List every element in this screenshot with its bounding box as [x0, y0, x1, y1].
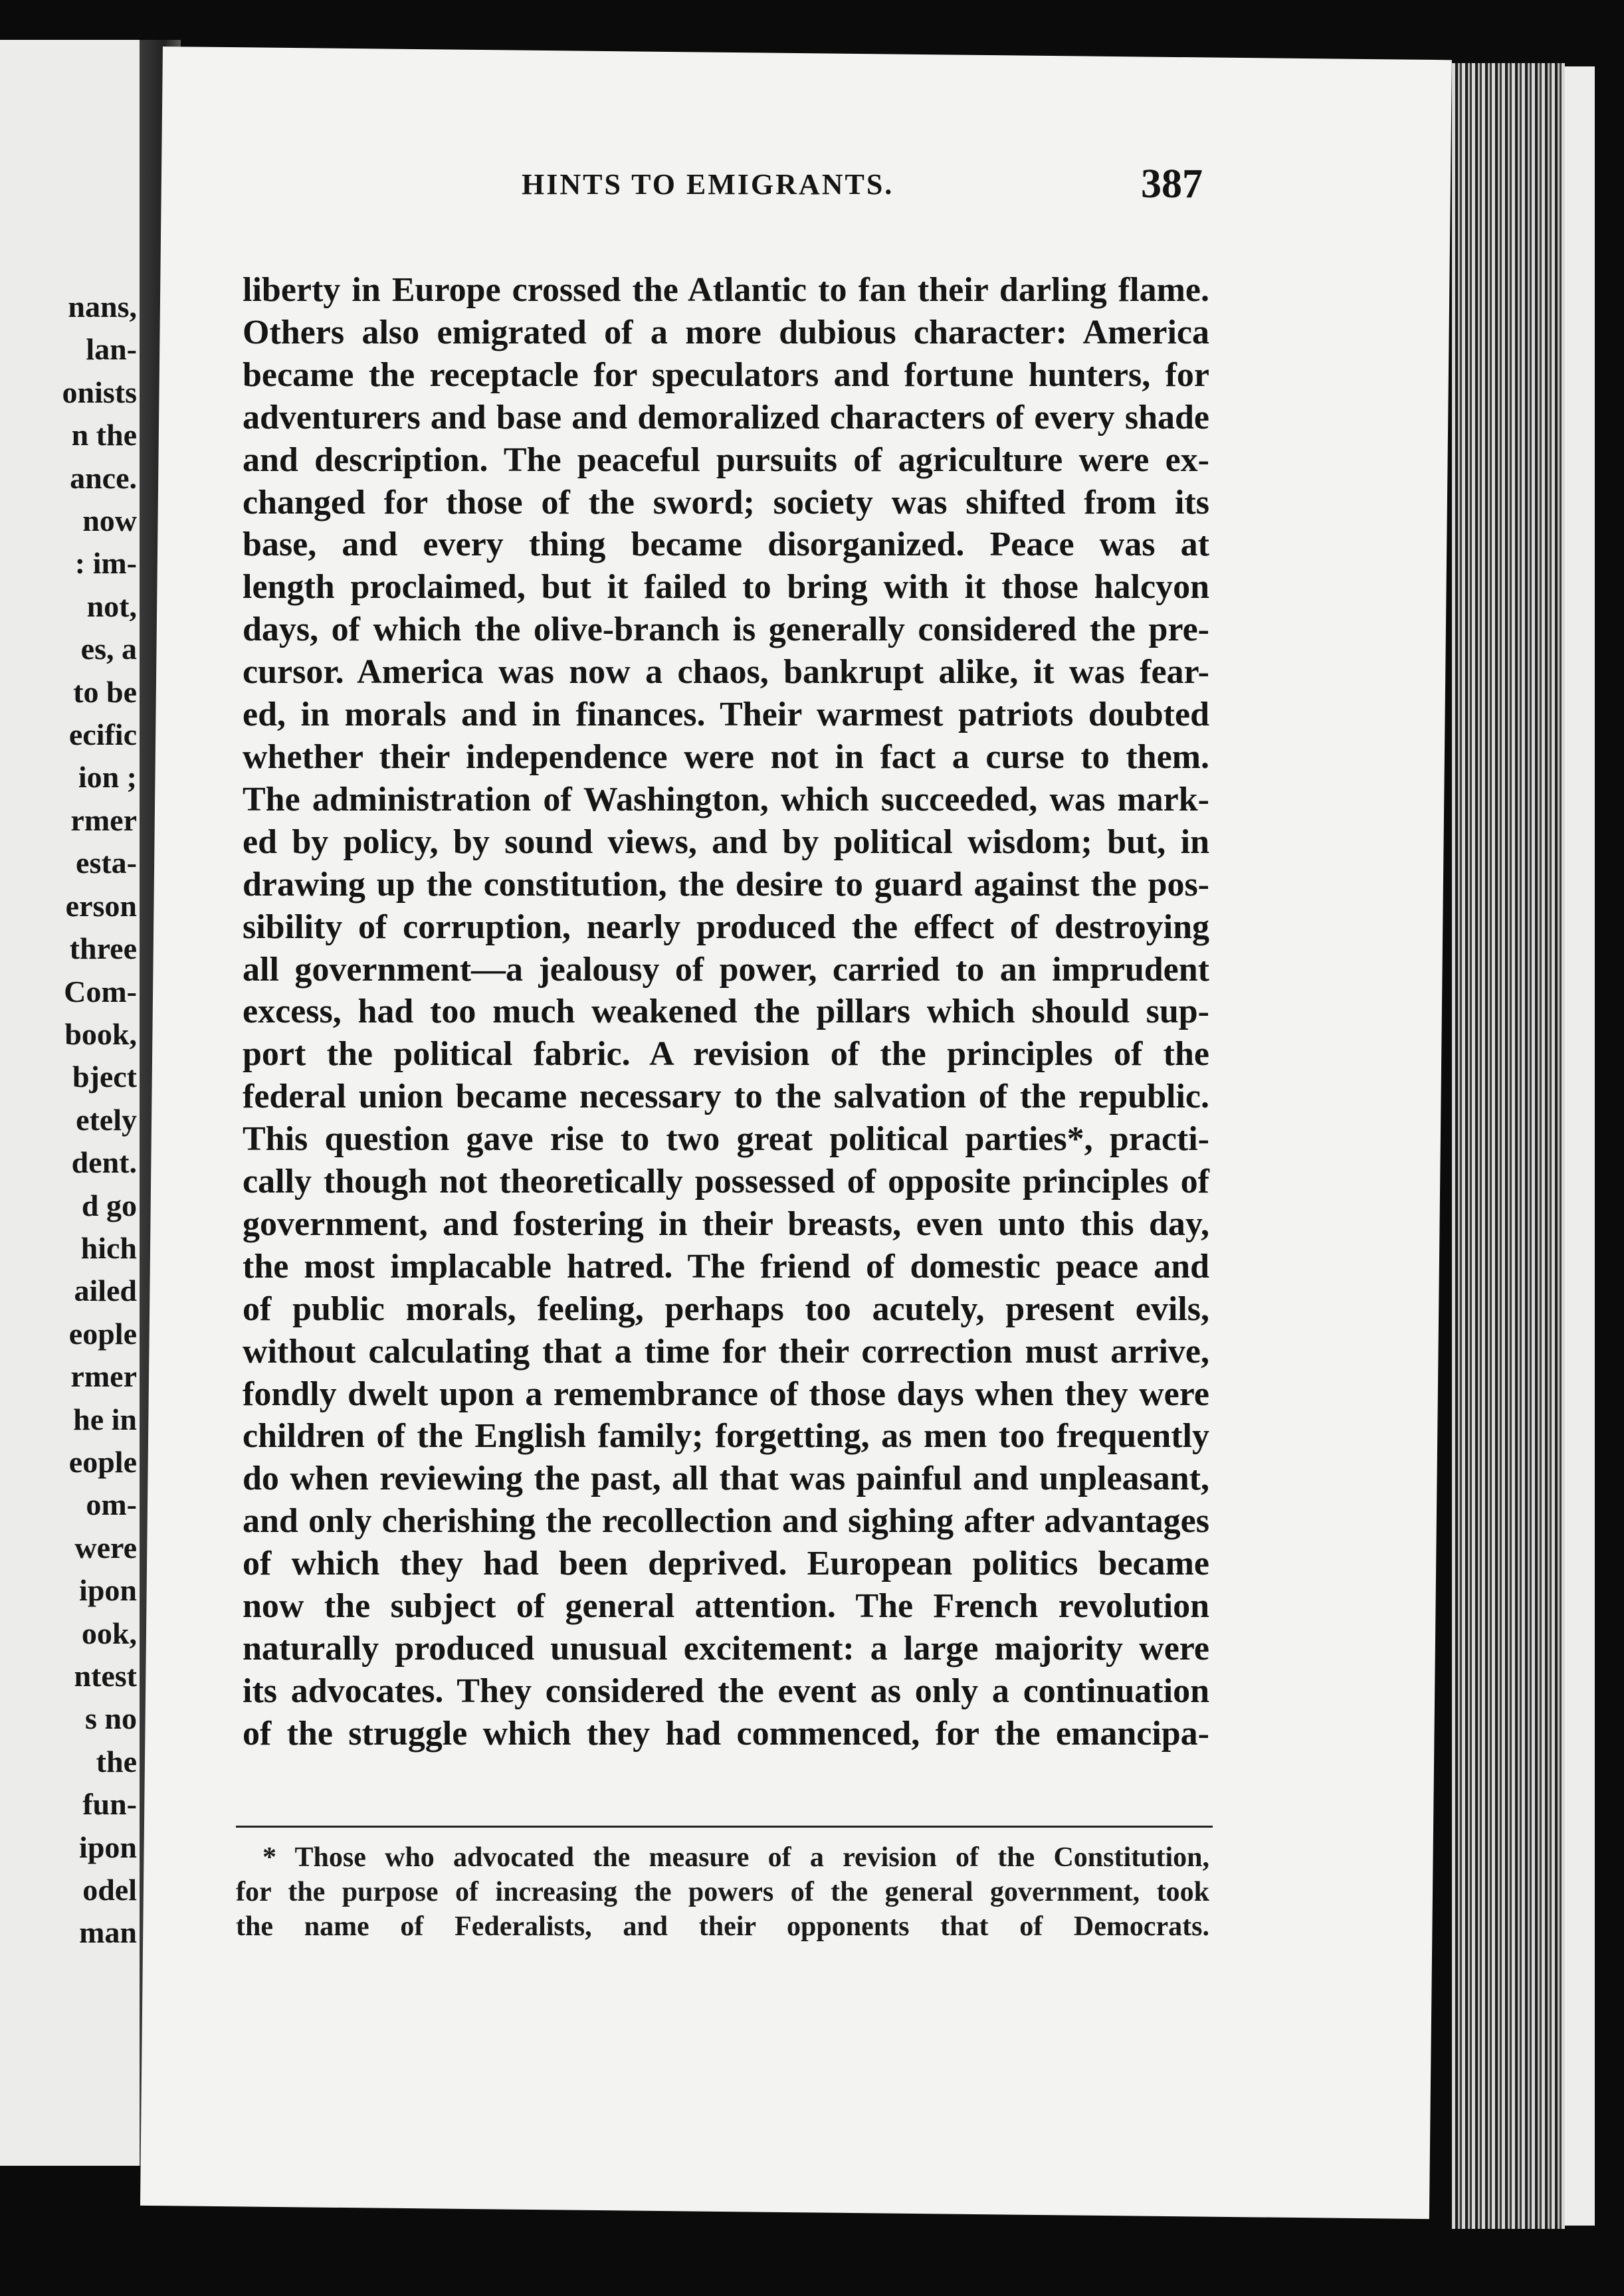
facing-page-line: om- — [86, 1487, 137, 1522]
footnote — [236, 1840, 1209, 1944]
facing-page-line: esta- — [76, 846, 137, 880]
text-line: children of the English family; forgetting, as men too frequently — [243, 1417, 1209, 1456]
page-edge-margin — [1565, 66, 1595, 2226]
text-line: changed for those of the sword; society was shifted from its — [243, 483, 1209, 522]
facing-page-line: rmer — [70, 803, 137, 837]
text-line: the most implacable hatred. The friend of domestic peace and — [243, 1247, 1209, 1286]
facing-page-line: man — [79, 1915, 137, 1950]
text-line: The administration of Washington, which succeeded, was mark- — [243, 780, 1209, 818]
footnote-rule — [236, 1826, 1213, 1828]
facing-page-line: to be — [73, 674, 137, 709]
text-line: became the receptacle for speculators and fortune hunters, for — [243, 355, 1209, 394]
text-line: Others also emigrated of a more dubious character: America — [243, 313, 1209, 351]
text-line: cursor. America was now a chaos, bankrupt alike, it was fear- — [243, 653, 1209, 692]
facing-page-text — [62, 286, 137, 1955]
facing-page-line: ion ; — [78, 760, 137, 795]
facing-page-line: were — [74, 1530, 137, 1565]
text-line: ed by policy, by sound views, and by political wisdom; but, in — [243, 822, 1209, 861]
facing-page-line: three — [69, 931, 137, 966]
facing-page-line: the — [96, 1744, 137, 1778]
text-line: excess, had too much weakened the pillars which should sup- — [243, 993, 1209, 1031]
facing-page-line: book, — [64, 1016, 137, 1051]
footnote-line: for the purpose of increasing the powers of the general government, took — [236, 1877, 1209, 1907]
text-line: liberty in Europe crossed the Atlantic to fan their darling flame. — [243, 271, 1209, 309]
facing-page-line: ecific — [68, 718, 137, 752]
text-line: now the subject of general attention. The French revolution — [243, 1587, 1209, 1626]
page-number: 387 — [1141, 161, 1203, 207]
text-line: and description. The peaceful pursuits of agriculture were ex- — [243, 440, 1209, 479]
facing-page-line: ook, — [81, 1616, 137, 1650]
page-header — [355, 161, 1209, 211]
facing-page-line: onists — [62, 375, 137, 409]
text-line: whether their independence were not in fact a curse to them. — [243, 737, 1209, 776]
text-line: cally though not theoretically possessed of opposite principles of — [243, 1163, 1209, 1201]
text-line: sibility of corruption, nearly produced the effect of destroying — [243, 908, 1209, 946]
footnote-line: the name of Federalists, and their opponents that of Democrats. — [236, 1911, 1209, 1942]
facing-page-line: : im- — [74, 546, 137, 581]
footnote-line: * Those who advocated the measure of a revision of the Constitution, — [262, 1842, 1209, 1873]
facing-page-line: bject — [72, 1060, 137, 1094]
text-line: adventurers and base and demoralized characters of every shade — [243, 398, 1209, 436]
text-line: This question gave rise to two great political parties*, practi- — [243, 1120, 1209, 1159]
facing-page-line: he in — [73, 1402, 137, 1436]
facing-page-line: eople — [68, 1444, 137, 1479]
facing-page-line: ipon — [79, 1830, 137, 1864]
facing-page-fragment — [0, 40, 140, 2166]
text-line: do when reviewing the past, all that was painful and unpleasant, — [243, 1460, 1209, 1498]
running-head: HINTS TO EMIGRANTS. — [522, 168, 894, 201]
text-line: its advocates. They considered the event as only a continuation — [243, 1672, 1209, 1710]
text-line: government, and fostering in their breasts, even unto this day, — [243, 1204, 1209, 1243]
facing-page-line: not, — [86, 589, 137, 623]
facing-page-line: etely — [76, 1102, 137, 1137]
text-line: base, and every thing became disorganized. Peace was at — [243, 526, 1209, 564]
text-line: ed, in morals and in finances. Their warmest patriots doubted — [243, 696, 1209, 734]
text-line: port the political fabric. A revision of the principles of the — [243, 1035, 1209, 1074]
text-line: fondly dwelt upon a remembrance of those days when they were — [243, 1375, 1209, 1413]
text-line: of the struggle which they had commenced, for the emancipa- — [243, 1714, 1209, 1753]
text-line: and only cherishing the recollection and sighing after advantages — [243, 1502, 1209, 1541]
text-line: drawing up the constitution, the desire to guard against the pos- — [243, 865, 1209, 904]
facing-page-line: now — [82, 504, 137, 538]
facing-page-line: d go — [81, 1188, 137, 1222]
facing-page-line: hich — [80, 1230, 137, 1265]
facing-page-line: fun- — [82, 1787, 137, 1822]
facing-page-line: eople — [68, 1316, 137, 1351]
body-text — [243, 269, 1209, 1755]
facing-page-line: s no — [85, 1701, 137, 1736]
facing-page-line: dent. — [71, 1145, 137, 1180]
facing-page-line: n the — [71, 418, 137, 452]
facing-page-line: es, a — [80, 632, 137, 666]
text-line: naturally produced unusual excitement: a large majority were — [243, 1630, 1209, 1668]
text-line: without calculating that a time for their correction must arrive, — [243, 1332, 1209, 1371]
text-line: of which they had been deprived. European politics became — [243, 1545, 1209, 1583]
facing-page-line: ntest — [74, 1659, 137, 1693]
facing-page-line: erson — [65, 888, 137, 923]
text-line: days, of which the olive-branch is generally considered the pre- — [243, 611, 1209, 649]
text-line: all government—a jealousy of power, carried to an imprudent — [243, 950, 1209, 989]
facing-page-line: odel — [82, 1873, 137, 1907]
facing-page-line: ailed — [74, 1274, 137, 1308]
facing-page-line: nans, — [68, 290, 137, 324]
text-line: of public morals, feeling, perhaps too acutely, present evils, — [243, 1290, 1209, 1328]
facing-page-line: ipon — [79, 1573, 137, 1608]
facing-page-line: lan- — [86, 332, 137, 367]
facing-page-line: rmer — [70, 1359, 137, 1394]
text-line: length proclaimed, but it failed to bring with it those halcyon — [243, 568, 1209, 607]
facing-page-line: ance. — [70, 460, 137, 495]
text-line: federal union became necessary to the salvation of the republic. — [243, 1078, 1209, 1116]
page-edges — [1452, 63, 1565, 2229]
facing-page-line: Com- — [64, 974, 137, 1008]
